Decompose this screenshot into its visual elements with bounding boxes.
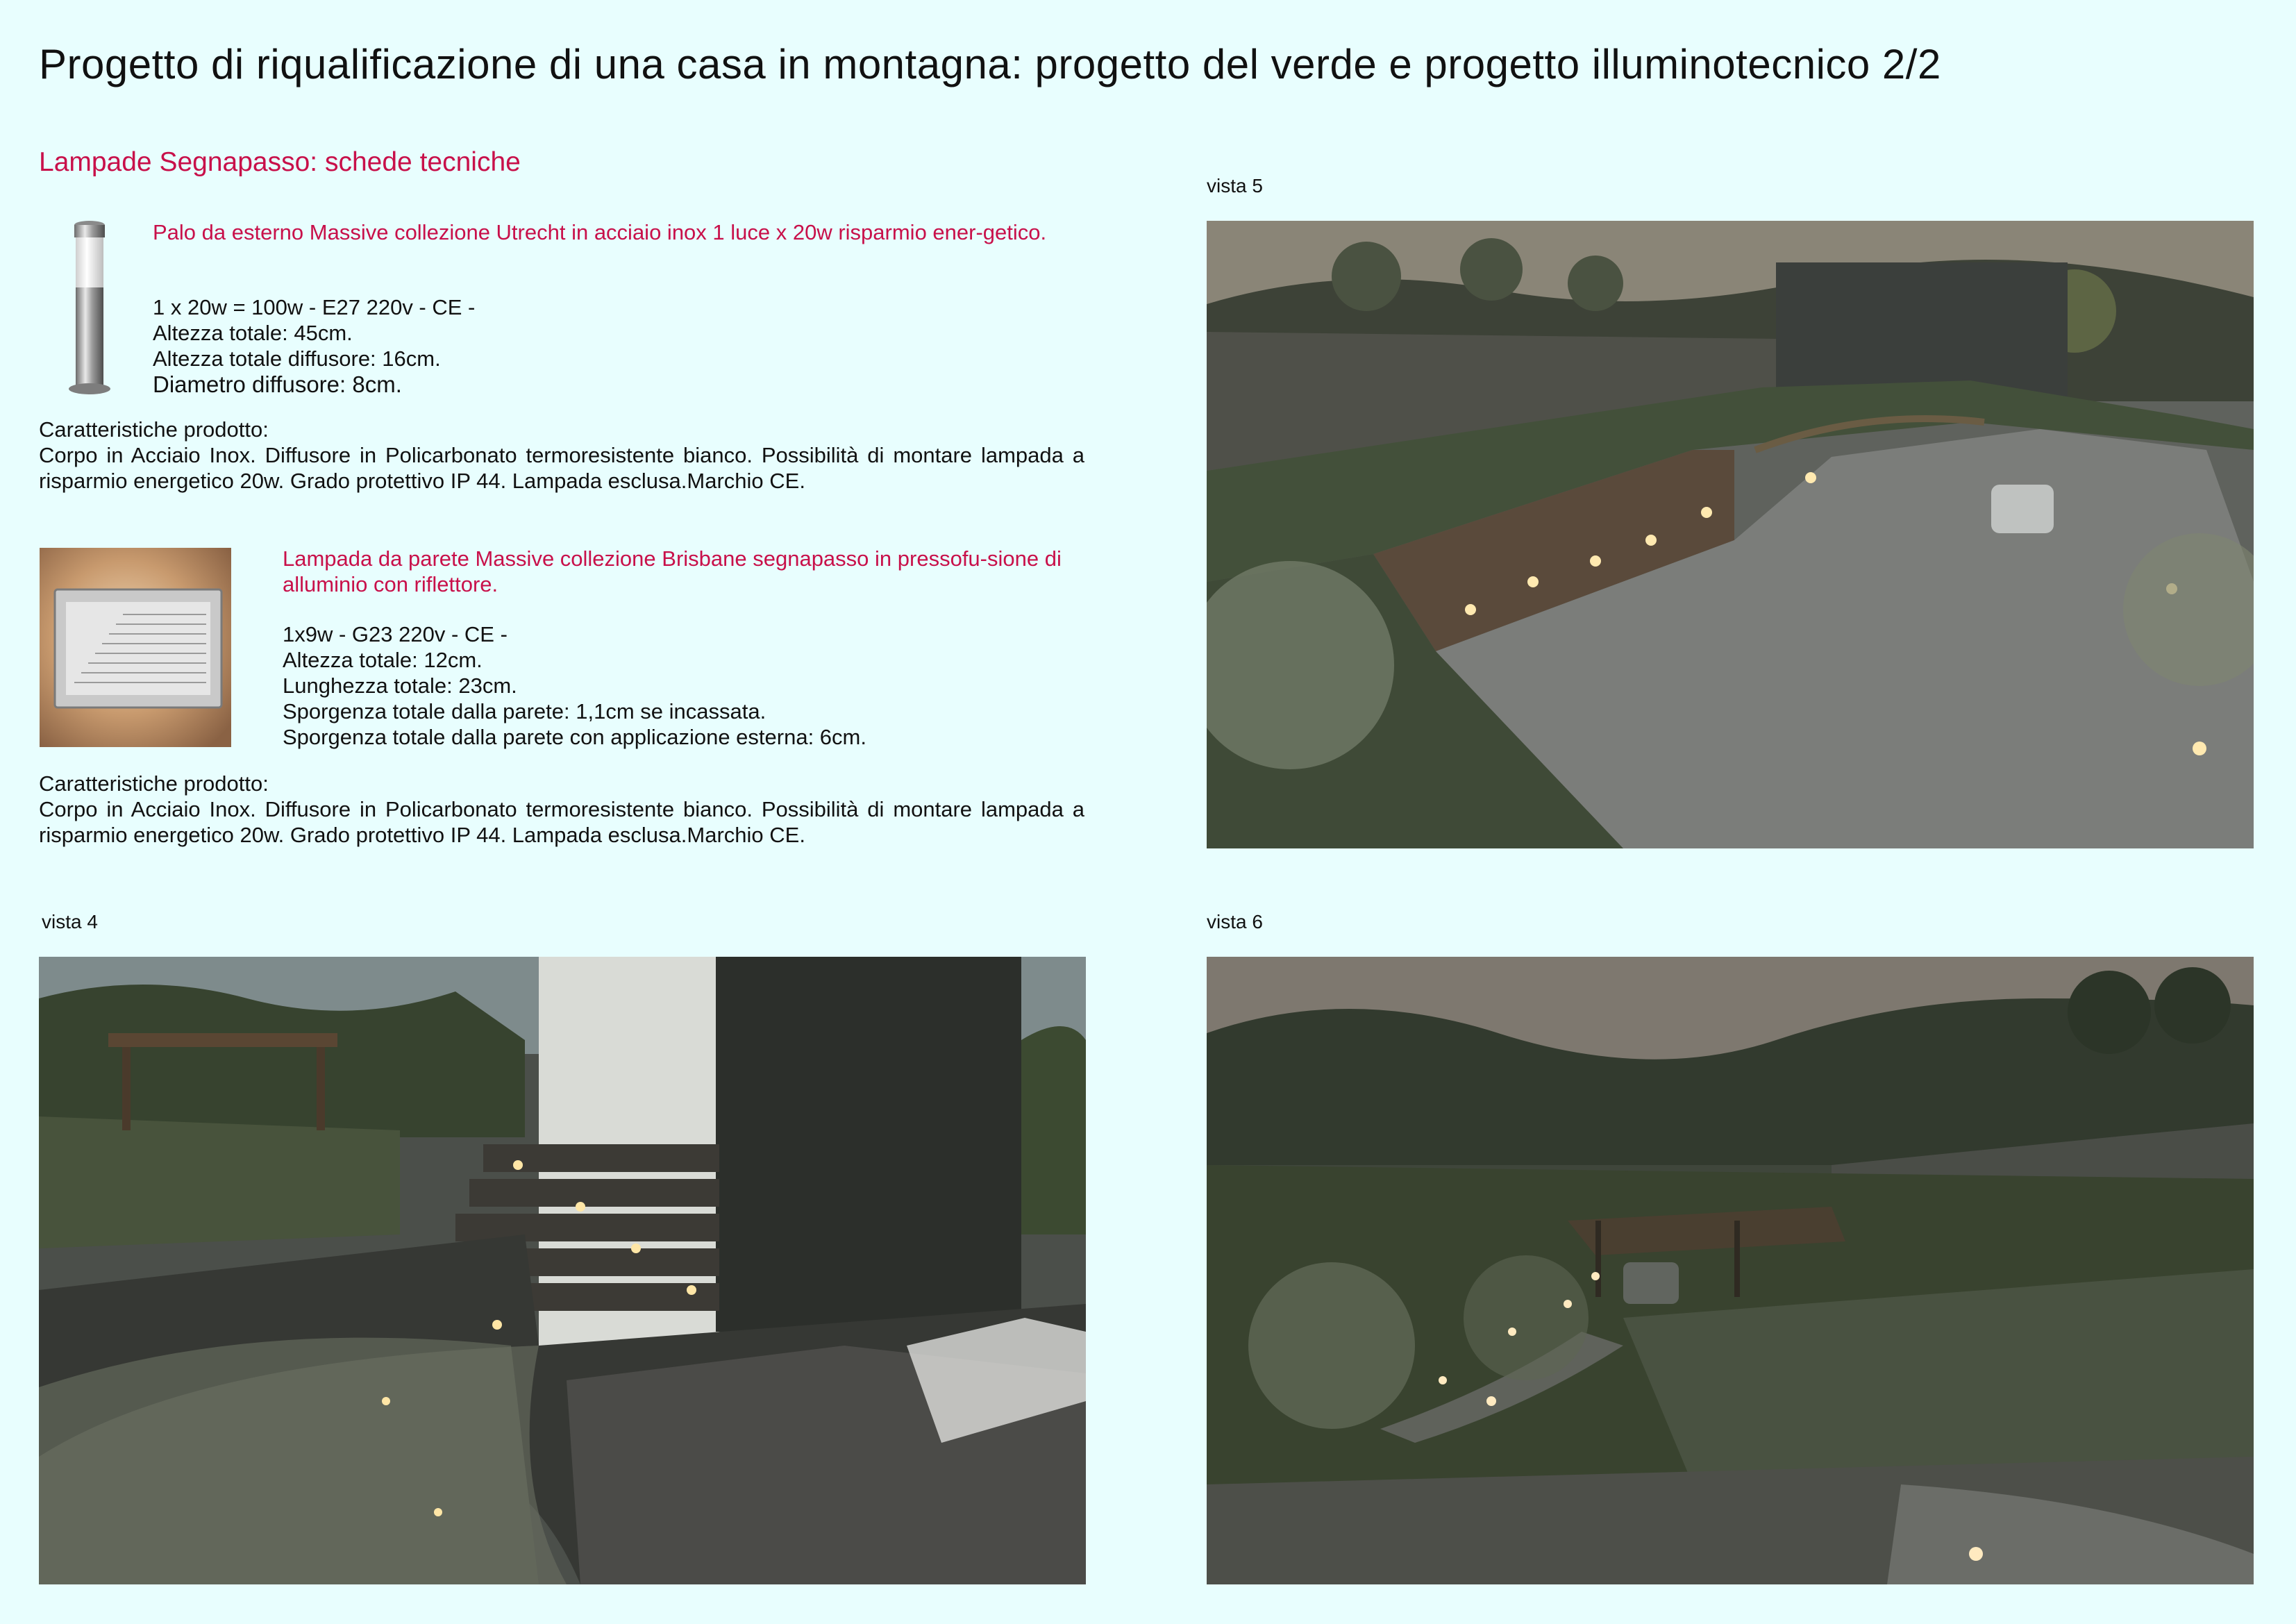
lamp1-specs <box>153 294 475 397</box>
lamp1-features <box>39 417 1084 494</box>
wall-lamp-image <box>40 548 231 747</box>
lamp1-spec: Altezza totale diffusore: 16cm. <box>153 346 441 371</box>
features-label: Caratteristiche prodotto: <box>39 771 269 796</box>
lamp1-spec: Diametro diffusore: 8cm. <box>153 371 402 397</box>
lamp2-title: Lampada da parete Massive collezione Brisbane segnapasso in pressofu-sione di alluminio con riflettore. <box>283 546 1062 596</box>
lamp2-spec: Altezza totale: 12cm. <box>283 648 483 672</box>
features-text: Corpo in Acciaio Inox. Diffusore in Policarbonato termoresistente bianco. Possibilità di montare lampada a risparmio energetico 20w. Grado protettivo IP 44. Lampada esclusa.Marchio CE. <box>39 443 1084 493</box>
lamp2-spec: 1x9w - G23 220v - CE - <box>283 622 508 646</box>
lamp2-spec: Lunghezza totale: 23cm. <box>283 673 517 698</box>
view-label-5: vista 5 <box>1207 175 1263 196</box>
page-title: Progetto di riqualificazione di una casa in montagna: progetto del verde e progetto illuminotecnico 2/2 <box>39 41 1941 87</box>
render-vista-5 <box>1207 221 2254 848</box>
lamp1-title: Palo da esterno Massive collezione Utrecht in acciaio inox 1 luce x 20w risparmio ener-getico. <box>153 220 1047 244</box>
section-heading: Lampade Segnapasso: schede tecniche <box>39 147 521 177</box>
lamp2-specs <box>283 621 866 750</box>
view-label-4: vista 4 <box>42 911 98 932</box>
features-text: Corpo in Acciaio Inox. Diffusore in Policarbonato termoresistente bianco. Possibilità di montare lampada a risparmio energetico 20w. Grado protettivo IP 44. Lampada esclusa.Marchio CE. <box>39 797 1084 847</box>
render-vista-4 <box>39 957 1086 1584</box>
features-label: Caratteristiche prodotto: <box>39 417 269 442</box>
view-label-6: vista 6 <box>1207 911 1263 932</box>
lamp2-features <box>39 771 1084 848</box>
bollard-lamp-image <box>67 219 112 397</box>
lamp1-spec: Altezza totale: 45cm. <box>153 321 353 345</box>
lamp1-spec: 1 x 20w = 100w - E27 220v - CE - <box>153 295 476 319</box>
lamp2-spec: Sporgenza totale dalla parete con applicazione esterna: 6cm. <box>283 725 866 749</box>
lamp2-spec: Sporgenza totale dalla parete: 1,1cm se incassata. <box>283 699 766 723</box>
render-vista-6 <box>1207 957 2254 1584</box>
